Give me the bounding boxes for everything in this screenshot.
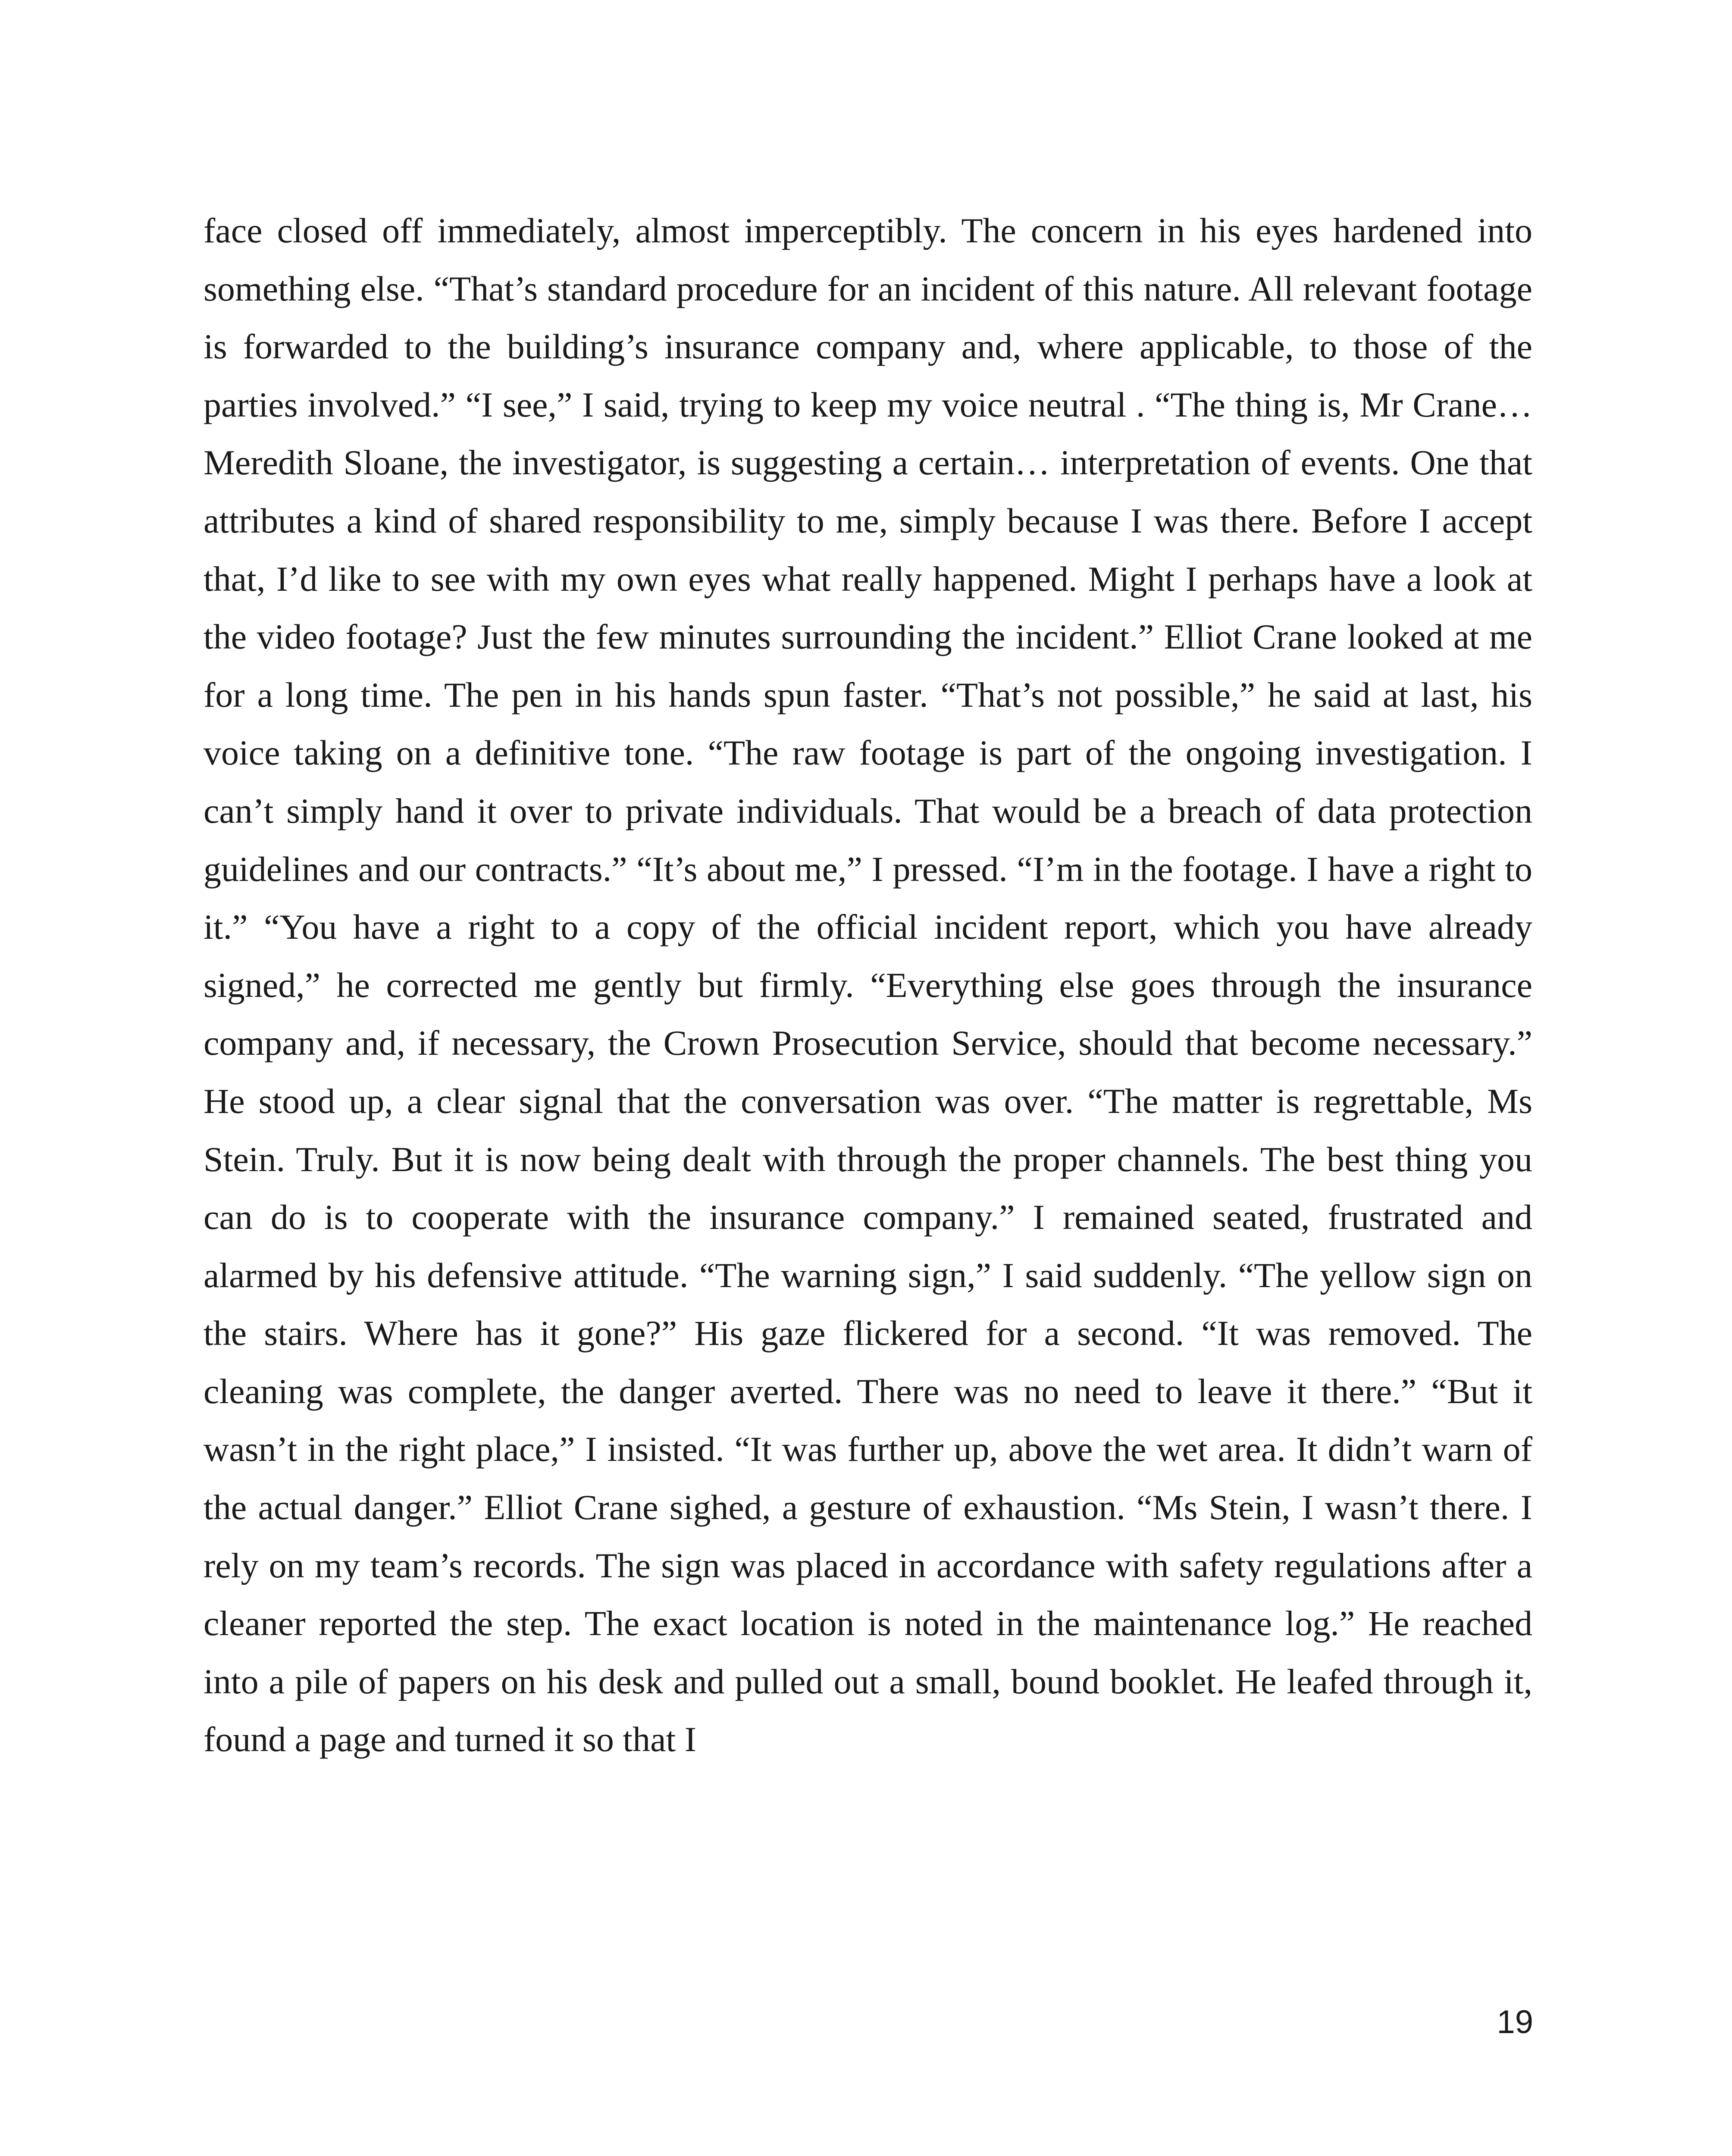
page-number: 19 <box>1497 2004 1533 2040</box>
body-paragraph: face closed off immediately, almost imperceptibly. The concern in his eyes hardened into something else. “That’s standard procedure for an incident of this nature. All relevant footage is forwarded to the building’s insurance company and, where applicable, to those of the parties involved.” “I see,” I said, trying to keep my voice neutral . “The thing is, Mr Crane… Meredith Sloane, the investigator, is suggesting a certain… interpretation of events. One that attributes a kind of shared responsibility to me, simply because I was there. Before I accept that, I’d like to see with my own eyes what really happened. Might I perhaps have a look at the video footage? Just the few minutes surrounding the incident.” Elliot Crane looked at me for a long time. The pen in his hands spun faster. “That’s not possible,” he said at last, his voice taking on a definitive tone. “The raw footage is part of the ongoing investigation. I can’t simply hand it over to private individuals. That would be a breach of data protection guidelines and our contracts.” “It’s about me,” I pressed. “I’m in the footage. I have a right to it.” “You have a right to a copy of the official incident report, which you have already signed,” he corrected me gently but firmly. “Everything else goes through the insurance company and, if necessary, the Crown Prosecution Service, should that become necessary.” He stood up, a clear signal that the conversation was over. “The matter is regrettable, Ms Stein. Truly. But it is now being dealt with through the proper channels. The best thing you can do is to cooperate with the insurance company.” I remained seated, frustrated and alarmed by his defensive attitude. “The warning sign,” I said suddenly. “The yellow sign on the stairs. Where has it gone?” His gaze flickered for a second. “It was removed. The cleaning was complete, the danger averted. There was no need to leave it there.” “But it wasn’t in the right place,” I insisted. “It was further up, above the wet area. It didn’t warn of the actual danger.” Elliot Crane sighed, a gesture of exhaustion. “Ms Stein, I wasn’t there. I rely on my team’s records. The sign was placed in accordance with safety regulations after a cleaner reported the step. The exact location is noted in the maintenance log.” He reached into a pile of papers on his desk and pulled out a small, bound booklet. He leafed through it, found a page and turned it so that I <box>204 211 1532 1759</box>
